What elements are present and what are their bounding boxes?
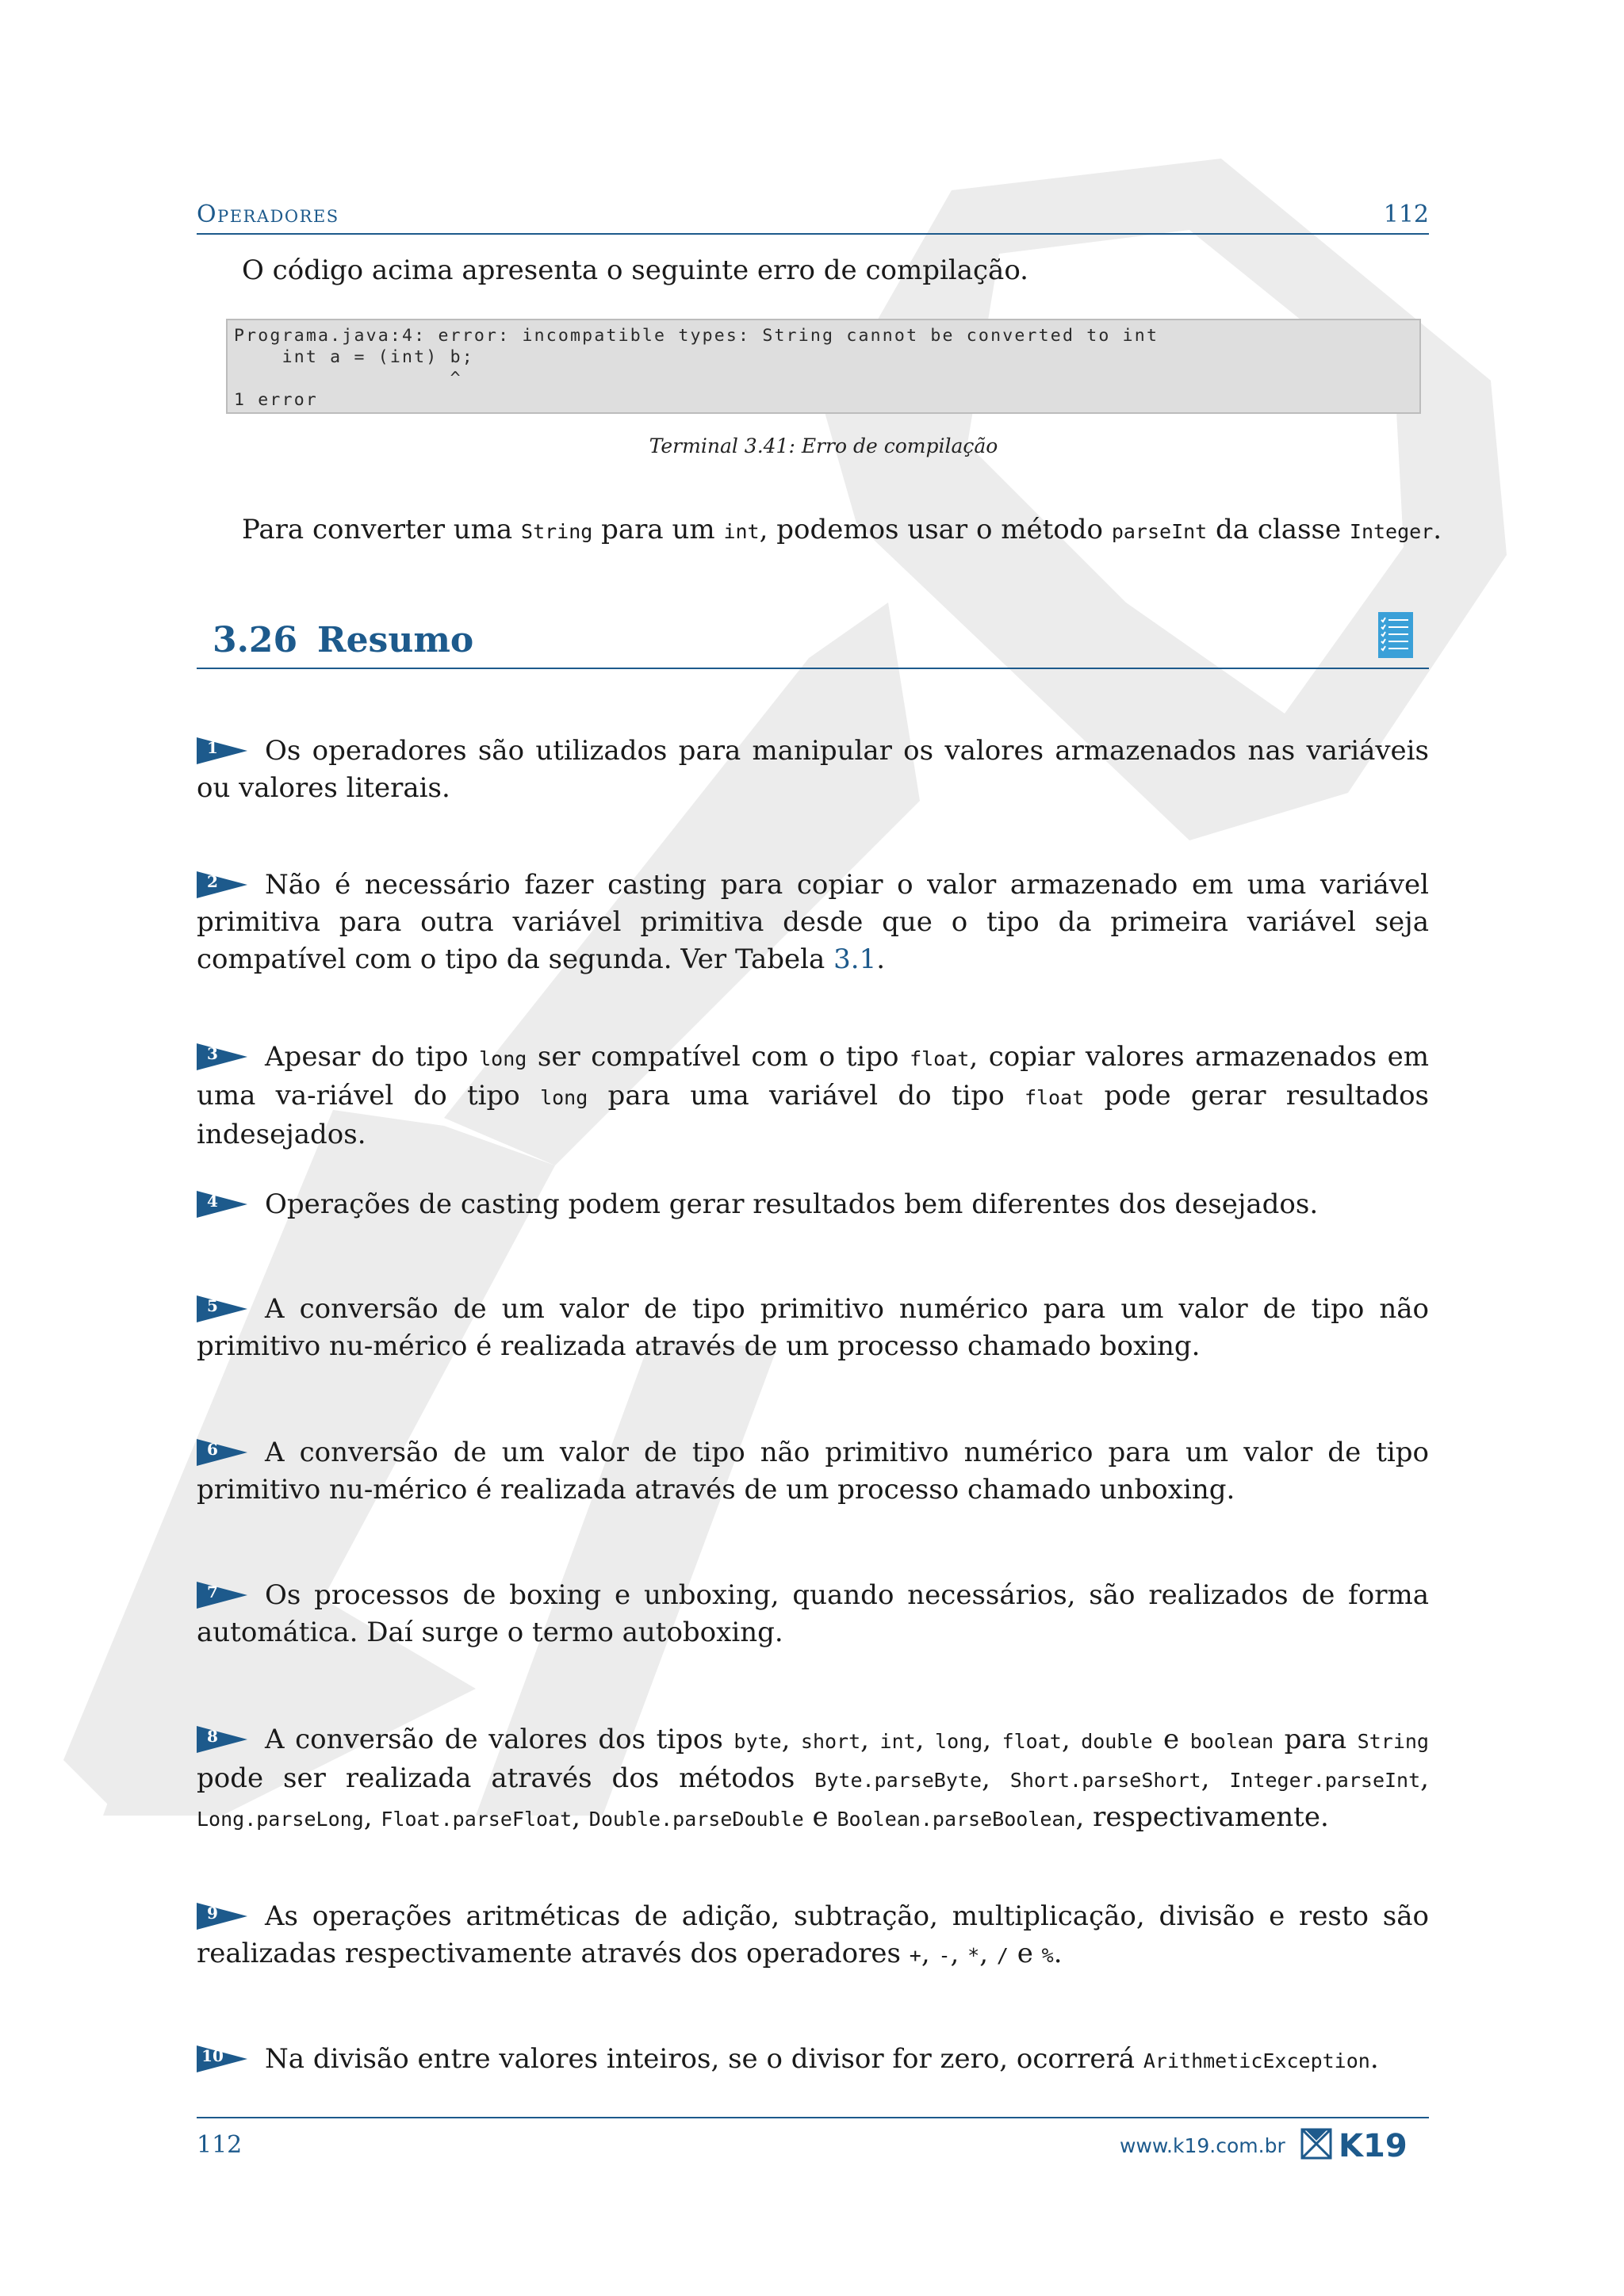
code: byte	[733, 1730, 782, 1753]
code: ArithmeticException	[1143, 2049, 1370, 2072]
code: parseInt	[1111, 520, 1208, 543]
item-number-badge	[197, 867, 247, 903]
item-text: ,	[921, 1938, 939, 1969]
item-number: 5	[207, 1296, 218, 1315]
terminal-line: Programa.java:4: error: incompatible types: String cannot be converted to int	[234, 326, 1159, 346]
code: long	[540, 1086, 588, 1109]
item-text: As operações aritméticas de adição, subtração, multiplicação, divisão e resto são realizadas respectivamente através dos operadores	[197, 1900, 1429, 1969]
text: da classe	[1207, 514, 1350, 545]
item-text: ,	[979, 1938, 997, 1969]
item-text: A conversão de um valor de tipo primitivo numérico para um valor de tipo não primitivo nu-mérico é realizada através de um processo chamado boxing.	[197, 1293, 1429, 1362]
code: float	[1024, 1086, 1085, 1109]
item-text: ,	[915, 1724, 936, 1755]
code: int	[723, 520, 760, 543]
terminal-text	[234, 325, 1413, 411]
summary-item-10	[197, 2041, 1429, 2080]
terminal-line: ^	[234, 369, 462, 388]
summary-item-8	[197, 1721, 1429, 1838]
code: long	[935, 1730, 983, 1753]
item-text: .	[1053, 1938, 1063, 1969]
terminal-output	[226, 319, 1421, 414]
summary-item-6	[197, 1434, 1429, 1509]
item-text: A conversão de um valor de tipo não primitivo numérico para um valor de tipo primitivo nu-mérico é realizada através de um processo chamado unboxing.	[197, 1437, 1429, 1506]
k19-logo	[1300, 2126, 1429, 2161]
item-text: ,	[1420, 1762, 1429, 1794]
table-reference-link[interactable]: 3.1	[833, 943, 877, 975]
section-heading	[197, 610, 1429, 669]
operator: /	[996, 1944, 1009, 1967]
operator: +	[909, 1944, 921, 1967]
terminal-line: 1 error	[234, 390, 319, 410]
code: Double.parseDouble	[588, 1808, 804, 1831]
item-number: 7	[207, 1582, 218, 1601]
item-text: e	[1152, 1724, 1190, 1755]
item-text: ,	[860, 1724, 880, 1755]
item-number-badge	[197, 1898, 247, 1934]
code: Short.parseShort	[1009, 1769, 1201, 1792]
code: short	[800, 1730, 861, 1753]
code: float	[910, 1047, 970, 1070]
code: double	[1081, 1730, 1153, 1753]
item-number-badge	[197, 1186, 247, 1223]
code: int	[879, 1730, 916, 1753]
operator: *	[967, 1944, 980, 1967]
item-number-badge	[197, 1434, 247, 1471]
code: Long.parseLong	[197, 1808, 364, 1831]
item-number: 9	[207, 1904, 218, 1923]
item-number: 2	[207, 872, 218, 891]
text: Para converter uma	[242, 514, 522, 545]
section-title: Resumo	[317, 620, 474, 660]
item-number: 3	[207, 1044, 218, 1063]
item-number: 4	[207, 1192, 218, 1211]
code: float	[1002, 1730, 1062, 1753]
item-text: Operações de casting podem gerar resultados bem diferentes dos desejados.	[265, 1188, 1319, 1220]
operator: %	[1041, 1944, 1054, 1967]
text: para um	[592, 514, 724, 545]
summary-item-5	[197, 1291, 1429, 1365]
item-number-badge	[197, 1721, 247, 1758]
item-number-badge	[197, 733, 247, 769]
item-text: .	[876, 943, 886, 975]
footer-url-link[interactable]: www.k19.com.br	[1120, 2134, 1285, 2157]
code: Integer	[1349, 520, 1434, 543]
item-text: , copiar valores armazenados em uma va-riável do tipo	[197, 1041, 1429, 1112]
summary-item-2	[197, 867, 1429, 978]
footer-page-number: 112	[197, 2131, 243, 2159]
convert-paragraph	[242, 511, 1442, 550]
summary-item-7	[197, 1577, 1429, 1651]
item-text: ,	[572, 1801, 589, 1833]
summary-item-9	[197, 1898, 1429, 1974]
item-number: 8	[207, 1727, 218, 1746]
checklist-icon	[1377, 610, 1415, 660]
item-text: e	[1008, 1938, 1042, 1969]
terminal-line: int a = (int) b;	[234, 347, 474, 367]
item-number-badge	[197, 1291, 247, 1327]
item-text: ,	[363, 1801, 381, 1833]
section-number: 3.26	[213, 620, 298, 660]
item-text: ,	[950, 1938, 968, 1969]
code: long	[479, 1047, 527, 1070]
item-text: ,	[982, 1724, 1002, 1755]
code: Boolean.parseBoolean	[837, 1808, 1076, 1831]
item-text: ser compatível com o tipo	[527, 1041, 910, 1073]
item-text: ,	[781, 1724, 801, 1755]
item-text: Na divisão entre valores inteiros, se o divisor for zero, ocorrerá	[265, 2043, 1143, 2075]
item-number-badge	[197, 2041, 247, 2077]
item-text: Os operadores são utilizados para manipular os valores armazenados nas variáveis ou valores literais.	[197, 735, 1429, 804]
code: Byte.parseByte	[814, 1769, 982, 1792]
item-text: , respectivamente.	[1075, 1801, 1329, 1833]
footer-rule	[197, 2117, 1429, 2118]
header-page-number: 112	[1383, 201, 1429, 228]
item-number-badge	[197, 1577, 247, 1613]
item-text: para	[1274, 1724, 1358, 1755]
item-text: .	[1369, 2043, 1379, 2075]
summary-item-4	[197, 1186, 1429, 1223]
item-number: 10	[201, 2046, 224, 2065]
item-text: ,	[1201, 1762, 1230, 1794]
operator: -	[938, 1944, 951, 1967]
code: Integer.parseInt	[1229, 1769, 1421, 1792]
item-number-badge	[197, 1039, 247, 1075]
item-text: ,	[1061, 1724, 1082, 1755]
item-text: para uma variável do tipo	[588, 1080, 1025, 1112]
text: , podemos usar o método	[759, 514, 1112, 545]
item-number: 1	[207, 738, 218, 757]
summary-item-1	[197, 733, 1429, 807]
logo-text: K19	[1339, 2128, 1408, 2161]
code: String	[521, 520, 593, 543]
summary-item-3	[197, 1039, 1429, 1154]
item-text: Não é necessário fazer casting para copiar o valor armazenado em uma variável primitiva para outra variável primitiva desde que o tipo da primeira variável seja compatível com o tipo da segunda. Ver Tabela	[197, 869, 1429, 975]
item-number: 6	[207, 1440, 218, 1459]
code: String	[1357, 1730, 1429, 1753]
chapter-title: Operadores	[197, 201, 339, 228]
item-text: Apesar do tipo	[265, 1041, 480, 1073]
item-text: Os processos de boxing e unboxing, quando necessários, são realizados de forma automática. Daí surge o termo autoboxing.	[197, 1579, 1429, 1648]
item-text: e	[803, 1801, 837, 1833]
code: Float.parseFloat	[381, 1808, 573, 1831]
item-text: A conversão de valores dos tipos	[265, 1724, 734, 1755]
running-header	[197, 198, 1429, 235]
item-text: ,	[982, 1762, 1010, 1794]
intro-paragraph: O código acima apresenta o seguinte erro de compilação.	[242, 254, 1028, 286]
item-text: pode gerar resultados indesejados.	[197, 1080, 1429, 1150]
code: boolean	[1189, 1730, 1274, 1753]
text: .	[1433, 514, 1442, 545]
item-text: pode ser realizada através dos métodos	[197, 1762, 815, 1794]
terminal-caption: Terminal 3.41: Erro de compilação	[649, 434, 998, 457]
